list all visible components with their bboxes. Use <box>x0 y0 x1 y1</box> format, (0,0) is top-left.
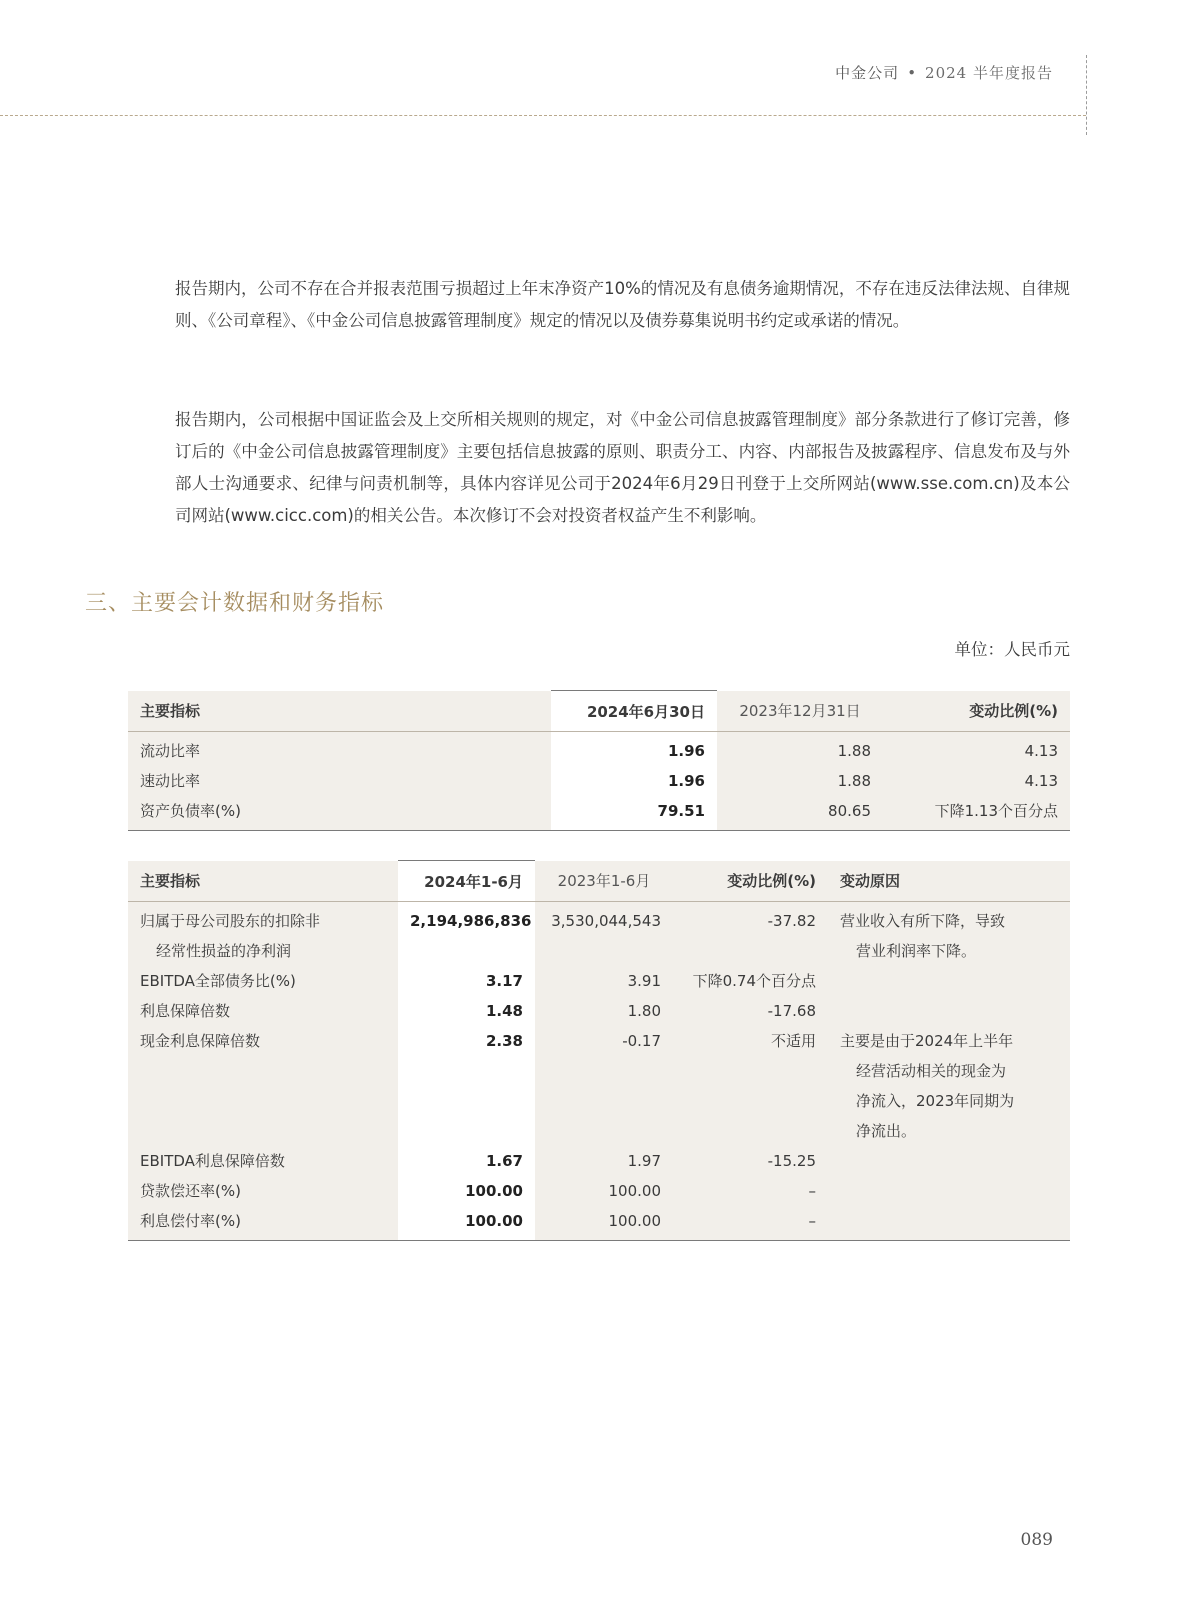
previous-value: 100.00 <box>535 1176 673 1206</box>
reason-line2: 营业利润率下降。 <box>856 942 977 960</box>
page-number: 089 <box>1020 1530 1053 1550</box>
row-label: 资产负债率(%) <box>128 796 551 831</box>
change-reason <box>828 1146 1070 1176</box>
current-value: 79.51 <box>551 796 717 831</box>
table-header-row <box>128 861 1070 902</box>
header-separator: • <box>907 64 918 82</box>
previous-value: 3,530,044,543 <box>535 902 673 967</box>
col-header-indicator: 主要指标 <box>128 861 398 902</box>
current-value: 3.17 <box>398 966 535 996</box>
change-reason <box>828 1206 1070 1241</box>
current-value: 2,194,986,836 <box>398 902 535 967</box>
reason-line1: 主要是由于2024年上半年 <box>840 1032 1014 1050</box>
change-value: -15.25 <box>673 1146 828 1176</box>
table-row <box>128 766 1070 796</box>
row-label: 利息保障倍数 <box>128 996 398 1026</box>
change-value: – <box>673 1176 828 1206</box>
change-value: -37.82 <box>673 902 828 967</box>
reason-line2: 经营活动相关的现金为 净流入，2023年同期为 净流出。 <box>856 1062 1015 1140</box>
change-value: 下降0.74个百分点 <box>673 966 828 996</box>
change-value: – <box>673 1206 828 1241</box>
col-header-current: 2024年6月30日 <box>551 691 717 732</box>
table-row <box>128 1146 1070 1176</box>
previous-value: -0.17 <box>535 1026 673 1146</box>
col-header-change: 变动比例(%) <box>673 861 828 902</box>
table-row <box>128 1026 1070 1146</box>
current-value: 100.00 <box>398 1206 535 1241</box>
table-row <box>128 996 1070 1026</box>
change-value: 4.13 <box>883 732 1070 767</box>
row-label: EBITDA利息保障倍数 <box>128 1146 398 1176</box>
row-label: EBITDA全部债务比(%) <box>128 966 398 996</box>
table-row <box>128 1176 1070 1206</box>
row-label <box>128 902 398 967</box>
current-value: 1.48 <box>398 996 535 1026</box>
unit-label: 单位：人民币元 <box>954 640 1070 659</box>
report-title: 2024 半年度报告 <box>925 64 1053 82</box>
change-value: 下降1.13个百分点 <box>883 796 1070 831</box>
table-row <box>128 732 1070 767</box>
previous-value: 3.91 <box>535 966 673 996</box>
previous-value: 100.00 <box>535 1206 673 1241</box>
previous-value: 1.97 <box>535 1146 673 1176</box>
reason-line1: 营业收入有所下降，导致 <box>840 912 1006 930</box>
previous-value: 1.80 <box>535 996 673 1026</box>
previous-value: 80.65 <box>717 796 883 831</box>
coverage-table <box>128 860 1070 1241</box>
row-label: 利息偿付率(%) <box>128 1206 398 1241</box>
col-header-previous: 2023年1-6月 <box>535 861 673 902</box>
table-row <box>128 1206 1070 1241</box>
row-label: 流动比率 <box>128 732 551 767</box>
previous-value: 1.88 <box>717 766 883 796</box>
paragraph-disclosure-revision: 报告期内，公司根据中国证监会及上交所相关规则的规定，对《中金公司信息披露管理制度》部分条款进行了修订完善，修订后的《中金公司信息披露管理制度》主要包括信息披露的原则、职责分工、内容、内部报告及披露程序、信息发布及与外部人士沟通要求、纪律与问责机制等，具体内容详见公司于2024年6月29日刊登于上交所网站(www.sse.com.cn)及本公司网站(www.cicc.com)的相关公告。本次修订不会对投资者权益产生不利影响。 <box>175 410 1070 525</box>
change-value: -17.68 <box>673 996 828 1026</box>
current-value: 2.38 <box>398 1026 535 1146</box>
ratio-table <box>128 690 1070 831</box>
table-row <box>128 902 1070 967</box>
row-label-line1: 归属于母公司股东的扣除非 <box>140 912 321 930</box>
table-row <box>128 966 1070 996</box>
change-value: 不适用 <box>673 1026 828 1146</box>
current-value: 1.96 <box>551 766 717 796</box>
col-header-change: 变动比例(%) <box>883 691 1070 732</box>
report-header <box>835 62 1053 83</box>
change-reason <box>828 966 1070 996</box>
current-value: 1.96 <box>551 732 717 767</box>
row-label: 贷款偿还率(%) <box>128 1176 398 1206</box>
row-label: 现金利息保障倍数 <box>128 1026 398 1146</box>
paragraph-compliance: 报告期内，公司不存在合并报表范围亏损超过上年末净资产10%的情况及有息债务逾期情况，不存在违反法律法规、自律规则、《公司章程》、《中金公司信息披露管理制度》规定的情况以及债券募集说明书约定或承诺的情况。 <box>175 279 1070 330</box>
row-label: 速动比率 <box>128 766 551 796</box>
change-reason <box>828 1026 1070 1146</box>
change-reason <box>828 902 1070 967</box>
previous-value: 1.88 <box>717 732 883 767</box>
col-header-indicator: 主要指标 <box>128 691 551 732</box>
col-header-current: 2024年1-6月 <box>398 861 535 902</box>
change-reason <box>828 996 1070 1026</box>
current-value: 100.00 <box>398 1176 535 1206</box>
company-name: 中金公司 <box>835 64 900 82</box>
header-vertical-rule <box>1086 55 1087 135</box>
change-reason <box>828 1176 1070 1206</box>
table-header-row <box>128 691 1070 732</box>
section-heading: 三、主要会计数据和财务指标 <box>85 591 385 616</box>
header-dashed-rule <box>0 115 1086 116</box>
row-label-line2: 经常性损益的净利润 <box>156 942 292 960</box>
col-header-previous: 2023年12月31日 <box>717 691 883 732</box>
change-value: 4.13 <box>883 766 1070 796</box>
col-header-reason: 变动原因 <box>828 861 1070 902</box>
table-row <box>128 796 1070 831</box>
current-value: 1.67 <box>398 1146 535 1176</box>
